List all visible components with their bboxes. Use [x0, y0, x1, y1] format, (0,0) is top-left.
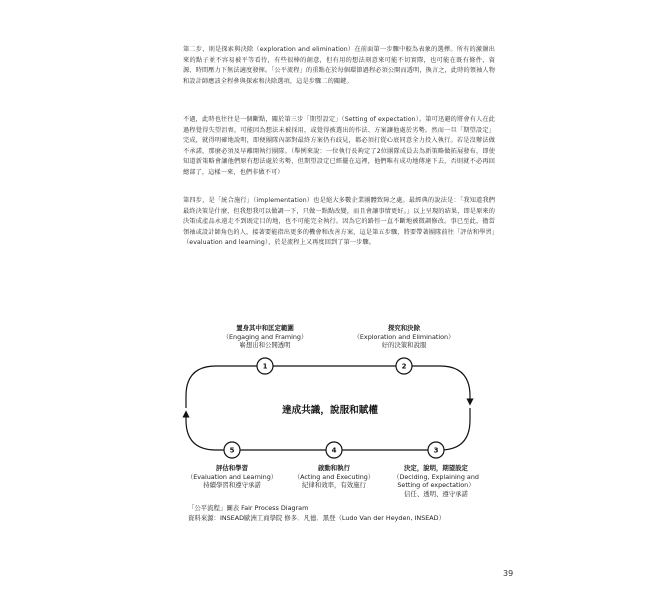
step-2-label	[344, 324, 464, 350]
step-2-english: （Exploration and Elimination）	[353, 332, 455, 341]
step-5-note: 持續學習和遵守承諾	[203, 481, 261, 490]
step-4-note: 紀律和效率，有效施行	[302, 481, 366, 490]
step-circle-3	[428, 442, 444, 458]
caption-title: 「公平流程」圖表 Fair Process Diagram	[188, 504, 309, 512]
step-5-title: 評估和學習	[216, 464, 248, 472]
page-number: 39	[503, 569, 514, 578]
step-3-english: （Deciding, Explaining and	[393, 472, 479, 481]
step-number-1: 1	[262, 362, 268, 371]
step-3-title: 決定，說明，期望設定	[404, 464, 468, 472]
step-1-label	[205, 324, 325, 350]
step-1-english: （Engaging and Framing）	[222, 332, 308, 341]
step-4-title: 啟動和執行	[318, 464, 350, 472]
step-3-label	[379, 464, 493, 498]
figure-caption	[188, 504, 445, 523]
step-number-4: 4	[331, 446, 337, 455]
step-4-english: （Acting and Executing）	[293, 472, 375, 481]
step-number-2: 2	[401, 362, 407, 371]
step-4-label	[279, 464, 389, 490]
diagram-center-label: 達成共識，說服和賦權	[282, 405, 378, 416]
step-5-label	[176, 464, 288, 490]
paragraph-step-three: 不過，此時也往往是一個斷點，關於第三步「期望設定」（Setting of expectation）。第可迅避的將會有人在此過程覺得失望沮喪，可能因為想法未被採用，或覺得被選出的作法、方案讓他處於劣勢。然而一旦「期望設定」完成，就得明確地說明，即便團隊內部對最終方案仍有歧見，都必須打從心底同意全力投入執行。若是沒辦法做不承諾，那麼必須及早離開執行團隊。（舉例來說：一位執行長夠定了2位團隊成員去為新策略做拓展發布，即使知道新策略會讓他們原有想法處於劣勢，但期望設定已經擺在這裡，他們唯有成功地傳達下去，否則就不必再回總部了，這樣一來，也們非做不可）	[183, 116, 495, 176]
step-1-title: 置身其中和匡定範圍	[236, 324, 294, 332]
step-circle-4	[326, 442, 342, 458]
step-circle-5	[224, 442, 240, 458]
step-circle-1	[257, 358, 273, 374]
step-3-note: 信任、透明、遵守承諾	[404, 489, 468, 498]
step-2-title: 探究和決除	[388, 324, 420, 332]
step-number-3: 3	[433, 446, 439, 455]
step-1-note: 嶄想出和公開透明	[239, 341, 291, 350]
step-number-5: 5	[229, 446, 235, 455]
paragraph-step-two: 第二步，則是探索與決除（exploration and elimination）在前面第一步驟中較為表象的選擇。所有的激盪出來的點子並不容易被平等看待，有些很棒的創意，但有用的想法刻意來可能不切實際，也可能在既有條件、資源、時間壓力下無法適度發揮。「公平流程」的重點在於每個環節過程必須公開而透明，換言之，此時的領袖人物和設計師應該全程參與探索和決除選項，這是步驟二的關鍵。	[183, 46, 495, 85]
step-3-english-2: Setting of expectation）	[397, 481, 475, 490]
step-2-note: 好的決策和說服	[381, 341, 427, 350]
step-circle-2	[396, 358, 412, 374]
paragraph-step-four: 第四步，是「統合施行」（implementation）也是絕大多數企業團體致障之處。最經典的說法是：「我知道我們最終決策是什麼，但我想我可以做調一下，只做一點點改變，而且會讓事情更好。」以上呈現的結果，即是原來的決策成產品永遠走不到既定目的地，也不可能完全執行。因為它的路徑一直不斷地被微調修改。事已至此，擔當領袖或設計師角色的人，接著要能指出更多的機會和改善方案，這是第五步驟，將要帶著團隊前往「評估和學習」（evaluation and learning），於是流程上又再度回到了第一步驟。	[183, 197, 495, 247]
step-5-english: （Evaluation and Learning）	[186, 472, 278, 481]
caption-source: 資料來源：INSEAD歐洲工商學院 修多．凡德．黑登（Ludo Van der Heyden, INSEAD）	[188, 513, 445, 522]
